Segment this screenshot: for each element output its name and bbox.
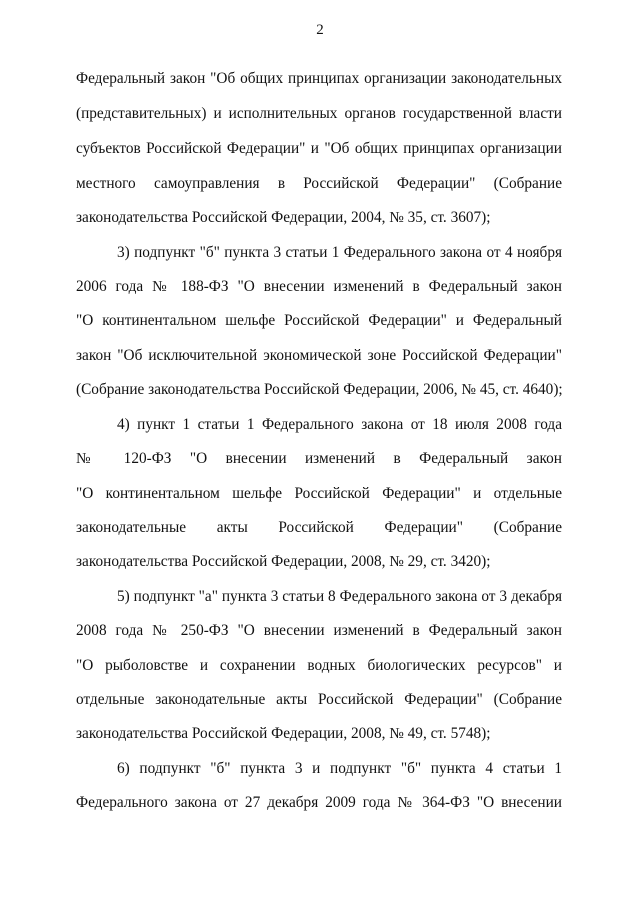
text-line: законодательства Российской Федерации, 2008, № 49, ст. 5748); [76, 725, 491, 742]
text-line: субъектов Российской Федерации" и "Об общих принципах организации [76, 140, 562, 157]
text-line: "О рыболовстве и сохранении водных биологических ресурсов" и [76, 657, 562, 674]
text-line: Федеральный закон "Об общих принципах организации законодательных [76, 70, 562, 87]
text-line: "О континентальном шельфе Российской Федерации" и Федеральный [76, 312, 562, 329]
text-line: (представительных) и исполнительных органов государственной власти [76, 105, 562, 122]
text-line: местного самоуправления в Российской Федерации" (Собрание [76, 175, 562, 192]
text-line: 3) подпункт "б" пункта 3 статьи 1 Федерального закона от 4 ноября [117, 244, 562, 261]
text-line: 4) пункт 1 статьи 1 Федерального закона от 18 июля 2008 года [117, 416, 562, 433]
text-line: отдельные законодательные акты Российской Федерации" (Собрание [76, 691, 562, 708]
text-line: 6) подпункт "б" пункта 3 и подпункт "б" пункта 4 статьи 1 [117, 760, 562, 777]
text-line: Федерального закона от 27 декабря 2009 года № 364-ФЗ "О внесении [76, 794, 562, 811]
text-line: законодательные акты Российской Федерации" (Собрание [76, 519, 562, 536]
text-line: (Собрание законодательства Российской Федерации, 2006, № 45, ст. 4640); [76, 381, 563, 398]
text-line: "О континентальном шельфе Российской Федерации" и отдельные [76, 485, 562, 502]
text-line: законодательства Российской Федерации, 2008, № 29, ст. 3420); [76, 553, 491, 570]
text-line: 2008 года № 250-ФЗ "О внесении изменений в Федеральный закон [76, 622, 562, 639]
text-line: законодательства Российской Федерации, 2004, № 35, ст. 3607); [76, 209, 491, 226]
text-line: закон "Об исключительной экономической зоне Российской Федерации" [76, 347, 562, 364]
page-number: 2 [316, 22, 324, 38]
text-line: 2006 года № 188-ФЗ "О внесении изменений в Федеральный закон [76, 278, 562, 295]
text-line: 5) подпункт "а" пункта 3 статьи 8 Федерального закона от 3 декабря [117, 588, 562, 605]
text-line: № 120-ФЗ "О внесении изменений в Федеральный закон [76, 450, 562, 467]
